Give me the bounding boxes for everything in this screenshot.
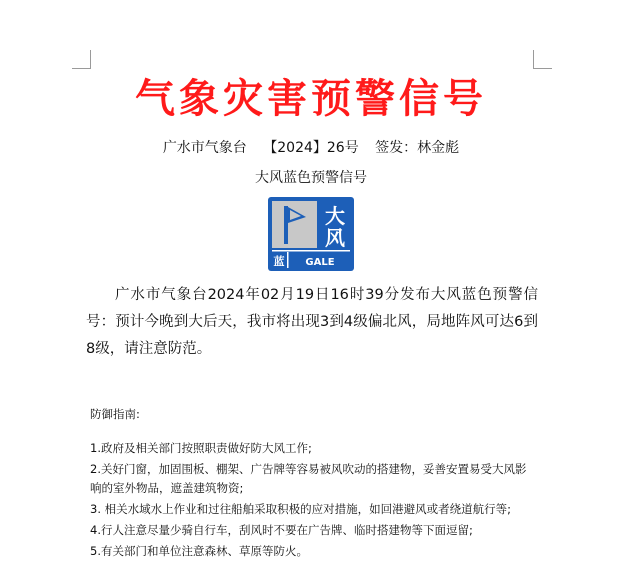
page-corner-mark-right [533, 50, 552, 69]
icon-english-label: GALE [305, 257, 335, 268]
flag-pole-icon [284, 206, 288, 244]
signer: 签发：林金彪 [375, 140, 460, 156]
document-number: 【2024】26号 [263, 140, 359, 156]
guidance-item: 1.政府及相关部门按照职责做好防大风工作; [90, 441, 312, 455]
guidance-list [90, 439, 536, 563]
icon-color-label: 蓝 [273, 255, 285, 268]
document-title: 气象灾害预警信号 [135, 75, 487, 122]
issuer-name: 广水市气象台 [162, 140, 247, 156]
guidance-item: 2.关好门窗，加固围板、棚架、广告牌等容易被风吹动的搭建物，妥善安置易受大风影响的室外物品，遮盖建筑物资; [90, 462, 527, 495]
icon-flag-panel [272, 201, 317, 248]
icon-char-top: 大 [325, 204, 345, 228]
guidance-item: 4.行人注意尽量少骑自行车，刮风时不要在广告牌、临时搭建物等下面逗留; [90, 523, 473, 537]
guidance-item: 3. 相关水域水上作业和过往船舶采取积极的应对措施，如回港避风或者绕道航行等; [90, 502, 511, 516]
warning-body-paragraph: 广水市气象台2024年02月19日16时39分发布大风蓝色预警信号：预计今晚到大后天，我市将出现3到4级偏北风，局地阵风可达6到8级，请注意防范。 [86, 287, 538, 357]
gale-blue-warning-icon [268, 197, 354, 271]
signal-name: 大风蓝色预警信号 [255, 170, 367, 186]
icon-char-bottom: 风 [325, 226, 345, 250]
guidance-item: 5.有关部门和单位注意森林、草原等防火。 [90, 544, 308, 558]
page-corner-mark-left [72, 50, 91, 69]
guidance-title: 防御指南: [90, 407, 140, 421]
issuer-line [90, 137, 532, 159]
